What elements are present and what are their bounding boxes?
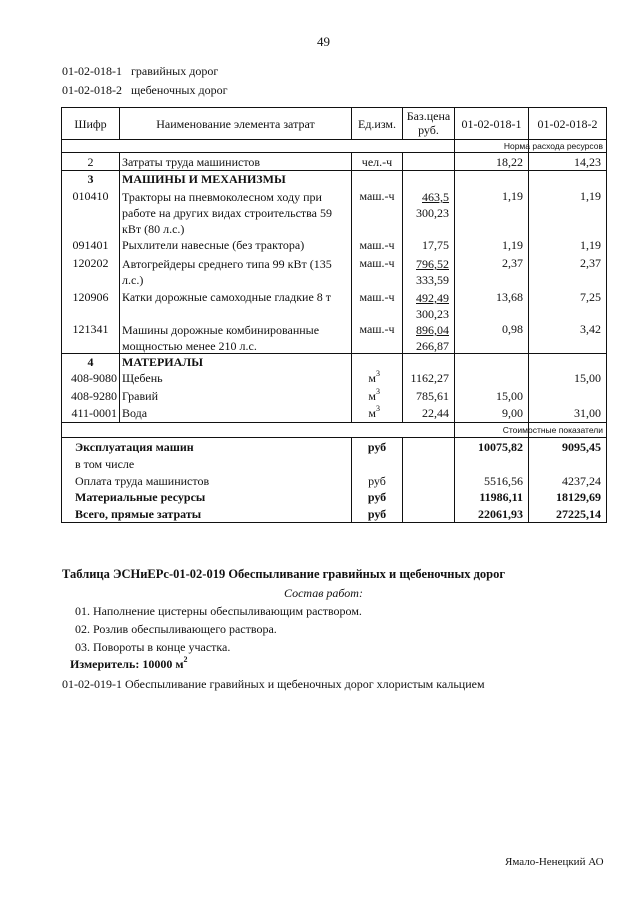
cost-unit: руб — [367, 507, 387, 521]
header-col2: 01-02-018-2 — [537, 117, 598, 131]
price-total: 1162,27 — [410, 371, 449, 385]
cost-unit: руб — [367, 490, 387, 504]
cost-unit: руб — [368, 474, 386, 488]
row-value-1: 0,98 — [502, 322, 523, 336]
cost-value-1: 5516,56 — [484, 474, 523, 488]
row-unit: маш.-ч — [359, 322, 395, 336]
row-unit: чел.-ч — [361, 155, 393, 169]
row-value-1: 18,22 — [496, 155, 523, 169]
row-unit: маш.-ч — [359, 290, 395, 304]
row-unit — [352, 406, 380, 421]
row-shifr: 408-9080 — [71, 371, 117, 385]
meter-label — [70, 657, 188, 672]
row-price — [403, 189, 449, 221]
row-name-line: мощностью менее 210 л.с. — [122, 339, 257, 353]
row-name-line: Автогрейдеры среднего типа 99 кВт (135 — [122, 257, 332, 271]
row-value-2: 1,19 — [580, 189, 601, 203]
cost-name: Эксплуатация машин — [75, 440, 194, 454]
row-value-2: 15,00 — [574, 371, 601, 385]
code-name: щебеночных дорог — [131, 83, 228, 97]
row-shifr: 2 — [87, 155, 94, 169]
cost-incl: в том числе — [75, 457, 135, 471]
header-shifr: Шифр — [74, 117, 107, 131]
row-name: Вода — [122, 406, 148, 420]
cost-name: Материальные ресурсы — [75, 490, 206, 504]
work-item: 03. Повороты в конце участка. — [75, 640, 231, 654]
row-name-line: кВт (80 л.с.) — [122, 222, 185, 236]
row-value-2: 3,42 — [580, 322, 601, 336]
row-name-line: Машины дорожные комбинированные — [122, 323, 320, 337]
row-unit: маш.-ч — [359, 238, 395, 252]
code-name: гравийных дорог — [131, 64, 219, 78]
row-name — [122, 256, 332, 288]
row-unit: маш.-ч — [359, 189, 395, 203]
row-shifr: 091401 — [72, 238, 109, 252]
row-shifr: 411-0001 — [71, 406, 117, 420]
row-name: Щебень — [122, 371, 163, 385]
row-value-2: 2,37 — [580, 256, 601, 270]
price-labor: 300,23 — [416, 307, 449, 321]
row-name: Рыхлители навесные (без трактора) — [122, 238, 305, 252]
code-id: 01-02-018-2 — [62, 83, 122, 97]
work-item: 01. Наполнение цистерны обеспыливающим раствором. — [75, 604, 362, 618]
row-shifr: 120202 — [72, 256, 109, 270]
price-total: 463,5 — [422, 190, 449, 204]
section-title: МАТЕРИАЛЫ — [122, 355, 203, 369]
price-total: 796,52 — [416, 257, 449, 271]
row-name — [122, 189, 332, 237]
code-id: 01-02-018-1 — [62, 64, 122, 78]
row-shifr: 120906 — [72, 290, 109, 304]
row-shifr: 010410 — [72, 189, 109, 203]
cost-value-2: 18129,69 — [556, 490, 601, 504]
row-name: Гравий — [122, 389, 159, 403]
row-value-1: 15,00 — [496, 389, 523, 403]
section-title: МАШИНЫ И МЕХАНИЗМЫ — [122, 172, 286, 186]
page-number: 49 — [317, 34, 330, 49]
row-value-1: 13,68 — [496, 290, 523, 304]
meter-text: Измеритель: 10000 м — [70, 657, 184, 671]
price-labor: 300,23 — [416, 206, 449, 220]
row-shifr: 408-9280 — [71, 389, 117, 403]
row-price — [403, 290, 449, 322]
row-name-line: л.с.) — [122, 273, 144, 287]
cost-value-2: 9095,45 — [562, 440, 601, 454]
row-value-2: 14,23 — [574, 155, 601, 169]
row-shifr: 4 — [87, 355, 94, 369]
row-price — [403, 322, 449, 354]
cost-name: Оплата труда машинистов — [75, 474, 210, 488]
cost-value-2: 27225,14 — [556, 507, 601, 521]
price-labor: 266,87 — [416, 339, 449, 353]
cost-value-1: 22061,93 — [478, 507, 523, 521]
table2-title: Таблица ЭСНиЕРс-01-02-019 Обеспыливание гравийных и щебеночных дорог — [62, 567, 506, 581]
meter-sup: 2 — [183, 655, 188, 664]
unit-text: м — [368, 406, 376, 420]
row-name-line: Тракторы на пневмоколесном ходу при — [122, 190, 322, 204]
row-name: Затраты труда машинистов — [122, 155, 261, 169]
row-value-2: 31,00 — [574, 406, 601, 420]
unit-text: м — [368, 389, 376, 403]
work-item: 02. Розлив обеспыливающего раствора. — [75, 622, 277, 636]
item-line: 01-02-019-1 Обеспыливание гравийных и щебеночных дорог хлористым кальцием — [62, 677, 485, 691]
row-value-1: 1,19 — [502, 238, 523, 252]
row-shifr: 121341 — [72, 322, 109, 336]
cost-caption: Стоимостные показатели — [502, 425, 603, 435]
code-line-2 — [62, 83, 228, 98]
footer-region: Ямало-Ненецкий АО — [505, 856, 604, 868]
unit-sup: 3 — [376, 369, 380, 378]
norm-caption: Норма расхода ресурсов — [503, 141, 603, 151]
header-price-line2: руб. — [418, 123, 439, 137]
price-total: 17,75 — [422, 238, 449, 252]
row-shifr: 3 — [87, 172, 94, 186]
header-col1: 01-02-018-1 — [461, 117, 522, 131]
row-name-line: работе на других видах строительства 59 — [122, 206, 332, 220]
cost-value-1: 10075,82 — [478, 440, 523, 454]
price-total: 22,44 — [422, 406, 449, 420]
unit-text: м — [368, 371, 376, 385]
header-price — [403, 109, 454, 137]
works-title: Состав работ: — [284, 586, 363, 600]
row-unit — [352, 389, 380, 404]
row-value-2: 1,19 — [580, 238, 601, 252]
code-line-1 — [62, 64, 218, 79]
price-total: 785,61 — [416, 389, 449, 403]
row-name: Катки дорожные самоходные гладкие 8 т — [122, 290, 332, 304]
cost-value-2: 4237,24 — [562, 474, 601, 488]
cost-unit: руб — [367, 440, 387, 454]
row-value-1: 1,19 — [502, 189, 523, 203]
row-value-2: 7,25 — [580, 290, 601, 304]
price-total: 896,04 — [416, 323, 449, 337]
unit-sup: 3 — [376, 404, 380, 413]
row-value-1: 9,00 — [502, 406, 523, 420]
price-total: 492,49 — [416, 291, 449, 305]
cost-value-1: 11986,11 — [479, 490, 523, 504]
row-unit — [352, 371, 380, 386]
row-name — [122, 322, 319, 354]
header-unit: Ед.изм. — [357, 117, 397, 131]
cost-name: Всего, прямые затраты — [75, 507, 202, 521]
row-unit: маш.-ч — [359, 256, 395, 270]
header-name: Наименование элемента затрат — [156, 117, 315, 131]
row-value-1: 2,37 — [502, 256, 523, 270]
header-price-line1: Баз.цена — [406, 109, 451, 123]
price-labor: 333,59 — [416, 273, 449, 287]
row-price — [403, 256, 449, 288]
unit-sup: 3 — [376, 387, 380, 396]
